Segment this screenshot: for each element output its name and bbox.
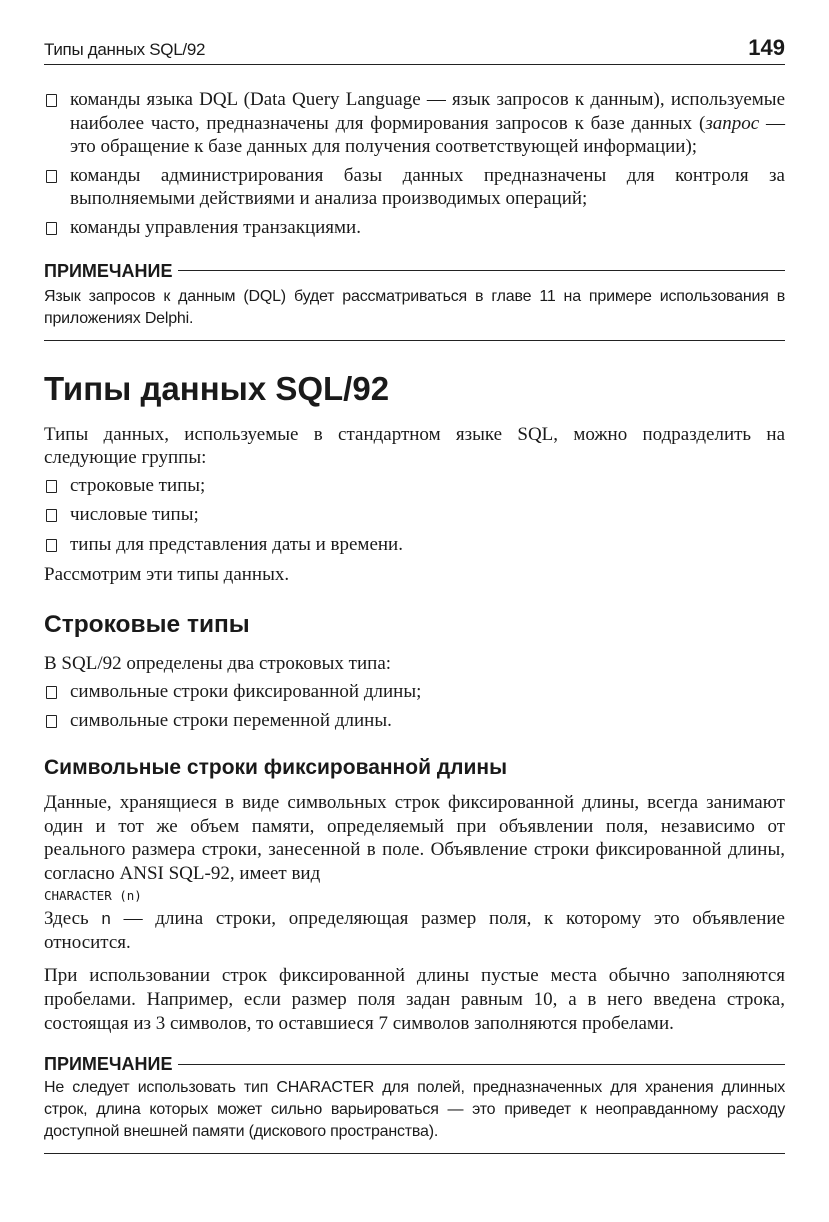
note-label: ПРИМЕЧАНИЕ: [44, 260, 173, 281]
bullet-text: типы для представления даты и времени.: [70, 533, 403, 555]
bullet-text: числовые типы;: [70, 504, 199, 526]
note-rule: [178, 1064, 785, 1066]
list-item: [44, 88, 785, 159]
checkbox-bullet-icon: [46, 509, 57, 522]
bullet-text: — это обращение к базе данных для получения соответствующей информации);: [70, 112, 785, 158]
checkbox-bullet-icon: [46, 715, 57, 728]
checkbox-bullet-icon: [46, 94, 57, 107]
list-item: [44, 680, 785, 704]
checkbox-bullet-icon: [46, 480, 57, 493]
paragraph: В SQL/92 определены два строковых типа:: [44, 653, 392, 675]
note-box: [44, 260, 785, 341]
paragraph-text: Здесь: [44, 908, 102, 930]
list-item: [44, 474, 785, 498]
checkbox-bullet-icon: [46, 686, 57, 699]
note-text: Язык запросов к данным (DQL) будет рассматриваться в главе 11 на примере использования в приложениях Delphi.: [44, 287, 785, 327]
paragraph: Рассмотрим эти типы данных.: [44, 563, 290, 585]
list-item: [44, 533, 785, 557]
list-item: [44, 216, 785, 240]
checkbox-bullet-icon: [46, 170, 57, 183]
checkbox-bullet-icon: [46, 222, 57, 235]
paragraph-text: — длина строки, определяющая размер поля, к которому это объявление относится.: [44, 908, 785, 953]
paragraph: При использовании строк фиксированной длины пустые места обычно заполняются пробелами. Например, если размер поля задан равным 10, а в него введена строка, состоящая из 3 символов, то оставшиеся 7 символов заполняются пробелами.: [44, 965, 785, 1034]
paragraph: Типы данных, используемые в стандартном языке SQL, можно подразделить на следующие группы:: [44, 423, 785, 469]
page-number: 149: [748, 35, 785, 60]
checkbox-bullet-icon: [46, 539, 57, 552]
subsubsection-title: Символьные строки фиксированной длины: [44, 755, 508, 779]
code-line: CHARACTER (n): [44, 888, 142, 904]
variable-name: n: [101, 909, 111, 929]
bullet-text: символьные строки переменной длины.: [70, 710, 392, 732]
bullet-text: команды языка DQL (Data Query Language — язык запросов к данным), используемые наиболее часто, предназначены для формирования запросов к базе данных (: [70, 89, 785, 134]
subsection-title: Строковые типы: [44, 611, 250, 639]
header-title: Типы данных SQL/92: [44, 40, 206, 59]
running-header: [44, 34, 785, 65]
bullet-italic-term: запрос: [705, 112, 760, 134]
note-label: ПРИМЕЧАНИЕ: [44, 1054, 173, 1075]
types-bullet-list: [44, 474, 785, 557]
note-text: Не следует использовать тип CHARACTER для полей, предназначенных для хранения длинных строк, длина которых может сильно варьироваться — это приведет к неоправданному расходу доступной внешней памяти (дискового пространства).: [44, 1079, 785, 1141]
note-rule: [178, 270, 785, 272]
bullet-text: команды управления транзакциями.: [70, 216, 361, 238]
note-box: [44, 1053, 785, 1154]
page-content: [44, 88, 785, 1154]
note-header: [44, 260, 785, 282]
section-title: Типы данных SQL/92: [44, 369, 390, 407]
list-item: [44, 164, 785, 211]
paragraph: Данные, хранящиеся в виде символьных строк фиксированной длины, всегда занимают один и тот же объем памяти, определяемый при объявлении поля, независимо от реального размера строки, занесенной в поле. Объявление строки фиксированной длины, согласно ANSI SQL-92, имеет вид: [44, 791, 785, 884]
list-item: [44, 709, 785, 733]
top-bullet-list: [44, 88, 785, 240]
paragraph: [44, 907, 785, 954]
string-types-list: [44, 680, 785, 733]
note-header: [44, 1053, 785, 1075]
bullet-text: символьные строки фиксированной длины;: [70, 680, 422, 702]
list-item: [44, 503, 785, 527]
bullet-text: команды администрирования базы данных предназначены для контроля за выполняемыми действиями и анализа производимых операций;: [70, 164, 785, 210]
bullet-text: строковые типы;: [70, 474, 206, 496]
